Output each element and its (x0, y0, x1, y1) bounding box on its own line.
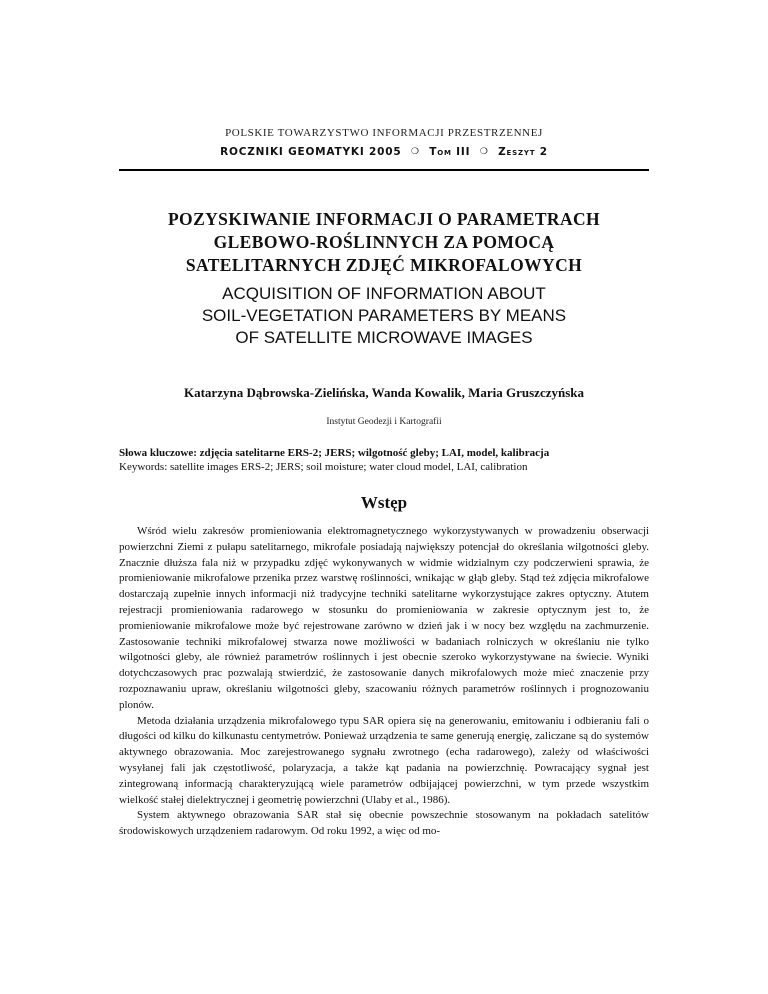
title-polish-line: SATELITARNYCH ZDJĘĆ MIKROFALOWYCH (185, 255, 583, 275)
keywords-polish: Słowa kluczowe: zdjęcia satelitarne ERS-2; JERS; wilgotność gleby; LAI, model, kalibracja (119, 447, 550, 459)
keywords-english: Keywords: satellite images ERS-2; JERS; soil moisture; water cloud model, LAI, calibration (119, 461, 528, 473)
title-polish-line: POZYSKIWANIE INFORMACJI O PARAMETRACH (167, 209, 601, 229)
authors: Katarzyna Dąbrowska-Zielińska, Wanda Kowalik, Maria Gruszczyńska (183, 385, 585, 400)
paragraph: Metoda działania urządzenia mikrofalowego typu SAR opiera się na generowaniu, emitowaniu i odbieraniu fali o długości od kilku do kilkunastu centymetrów. Ponieważ urządzenia te same generują energię, zaliczane są do systemów aktywnego obrazowania. Moc zarejestrowanego sygnału zwrotnego (echa radarowego), zależy od właściwości wysyłanej fali jak częstotliwość, polaryzacja, a także kąt padania na powierzchnię. Powracający sygnał jest zintegrowaną informacją charakteryzującą wiele parametrów odbijającej powierzchni, w tym przede wszystkim wielkość stałej dielektrycznej i geometrię powierzchni (Ulaby et al., 1986). (119, 714, 649, 806)
journal-name: ROCZNIKI GEOMATYKI 2005 (220, 146, 402, 158)
title-polish (119, 208, 649, 277)
title-english-line: SOIL-VEGETATION PARAMETERS BY MEANS (201, 306, 567, 325)
title-english-line: ACQUISITION OF INFORMATION ABOUT (222, 284, 546, 303)
paragraph: System aktywnego obrazowania SAR stał się obecnie powszechnie stosowanym na pokładach satelitów środowiskowych urządzeniem radarowym. Od roku 1992, a więc od mo- (119, 809, 649, 838)
journal-issue: Zeszyt 2 (498, 146, 548, 158)
section-heading: Wstęp (360, 493, 408, 512)
title-polish-line: GLEBOWO-ROŚLINNYCH ZA POMOCĄ (213, 232, 555, 252)
title-english (119, 283, 649, 349)
header-rule (119, 169, 649, 171)
affiliation: Instytut Geodezji i Kartografii (326, 417, 442, 427)
society-name: POLSKIE TOWARZYSTWO INFORMACJI PRZESTRZENNEJ (225, 127, 543, 139)
title-english-line: OF SATELLITE MICROWAVE IMAGES (235, 328, 533, 347)
separator-circle-icon: ❍ (479, 147, 489, 157)
journal-volume: Tom III (429, 146, 471, 158)
paragraph: Wśród wielu zakresów promieniowania elektromagnetycznego wykorzystywanych w prowadzeniu obserwacji powierzchni Ziemi z pułapu satelitarnego, mikrofale posiadają największy potencjał do określania wilgotności gleby. Znacznie dłuższa fala niż w przypadku zdjęć wykonywanych w widmie widzialnym czy podczerwieni sprawia, że promieniowanie mikrofalowe przenika przez warstwę roślinności, wnikając w głąb gleby. Stąd też zdjęcia mikrofalowe dostarczają zupełnie innych informacji niż tradycyjne techniki satelitarne wykorzystujące zakres optyczny. Atutem rejestracji promieniowania radarowego w stosunku do promieniowania w zakresie optycznym jest to, że promieniowanie mikrofalowe może być rejestrowane zarówno w dzień jak i w nocy bez względu na zachmurzenie. Zastosowanie techniki mikrofalowej stwarza nowe możliwości w badaniach rolniczych w określaniu nie tylko wilgotności gleby, ale również parametrów roślinnych i jest obecnie szeroko wykorzystywane na świecie. Wyniki dotychczasowych prac pozwalają stwierdzić, że zastosowanie danych mikrofalowych może mieć znaczenie przy rozpoznawaniu upraw, określaniu wilgotności gleby, szacowaniu różnych parametrów roślinnych i prognozowaniu plonów. (119, 525, 649, 711)
journal-header (0, 146, 768, 158)
body-text (119, 524, 649, 840)
separator-circle-icon: ❍ (410, 147, 420, 157)
